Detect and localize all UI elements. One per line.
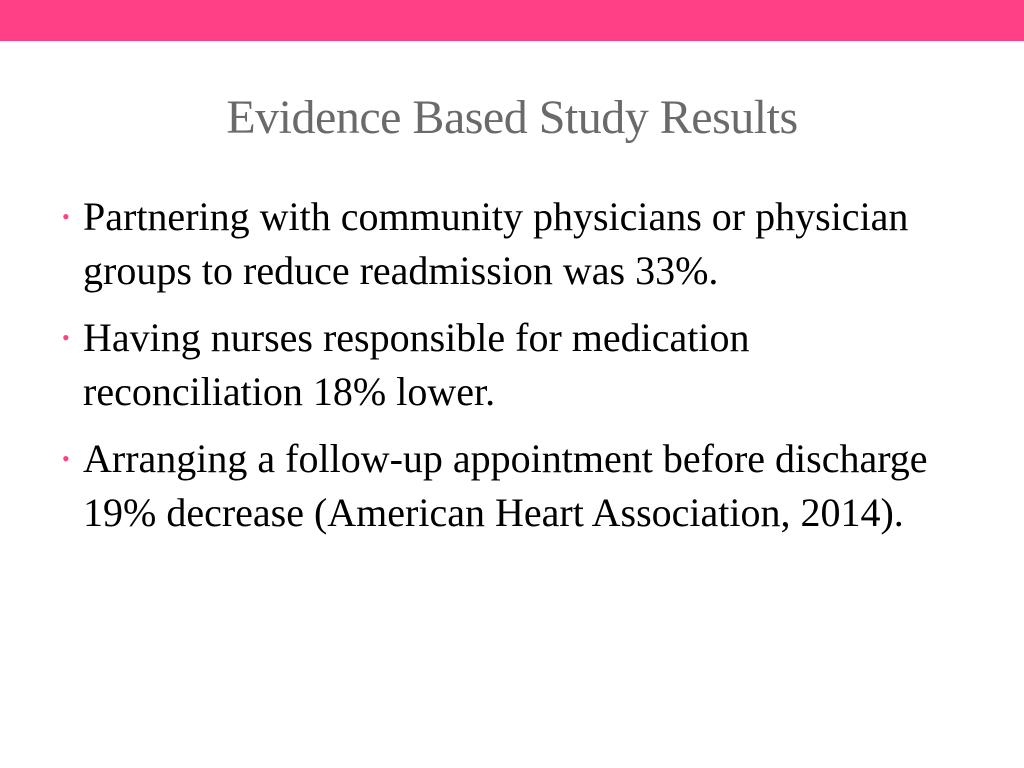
bullet-text: Having nurses responsible for medication reconciliation 18% lower. — [83, 315, 750, 414]
bullet-item-2 — [58, 311, 958, 419]
bullet-text: Partnering with community physicians or physician groups to reduce readmission was 33%. — [83, 194, 909, 293]
bullet-dot-icon: • — [62, 325, 70, 350]
accent-bar — [0, 0, 1024, 41]
bullet-item-1 — [58, 190, 958, 298]
bullet-list — [58, 190, 958, 553]
bullet-dot-icon: • — [62, 204, 70, 229]
bullet-dot-icon: • — [62, 446, 70, 471]
bullet-item-3 — [58, 432, 958, 540]
slide-title: Evidence Based Study Results — [226, 91, 798, 144]
bullet-text: Arranging a follow-up appointment before discharge 19% decrease (American Heart Association, 2014). — [83, 436, 928, 535]
